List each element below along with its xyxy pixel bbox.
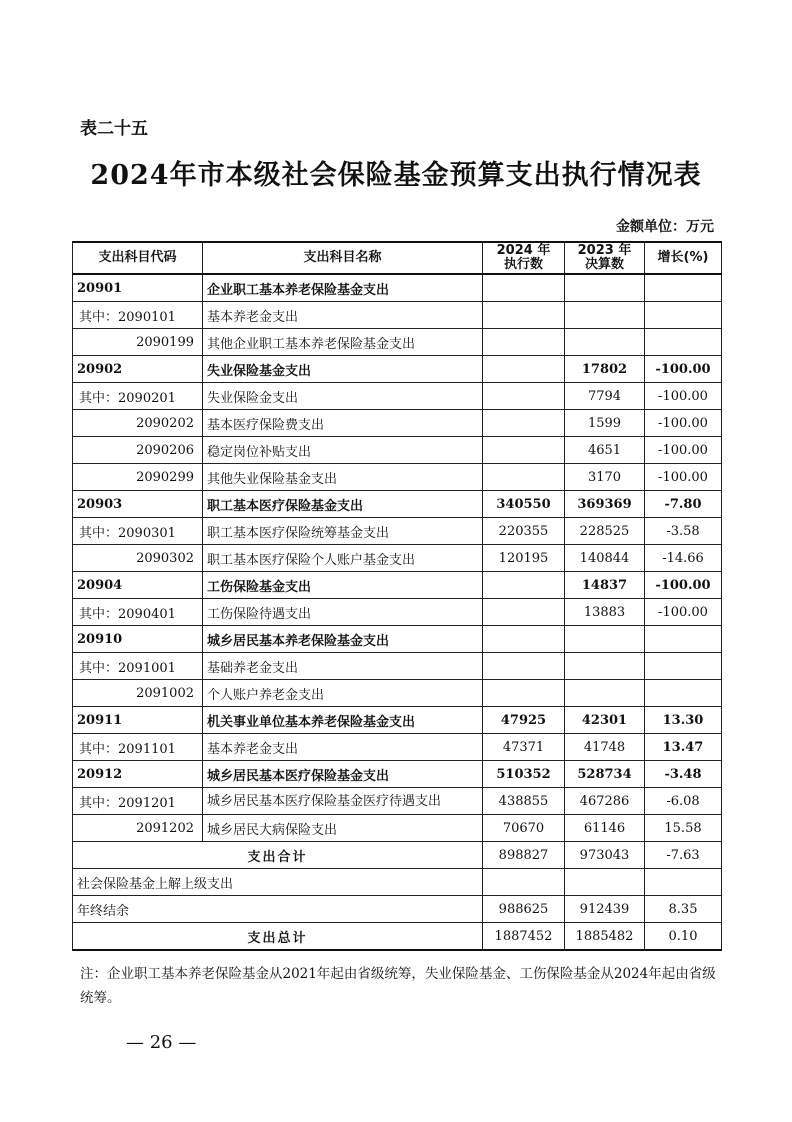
row-2024: 47371 — [483, 734, 565, 761]
row-code: 20912 — [73, 761, 203, 788]
row-name: 职工基本医疗保险个人账户基金支出 — [203, 545, 483, 572]
table-header-row — [73, 242, 722, 274]
row-2023 — [565, 680, 645, 707]
total-label: 支出总计 — [73, 923, 483, 951]
row-2023: 140844 — [565, 545, 645, 572]
row-2024: 70670 — [483, 815, 565, 842]
row-code: 20902 — [73, 356, 203, 383]
row-growth: -100.00 — [645, 599, 722, 626]
row-2024: 438855 — [483, 788, 565, 815]
row-growth: -3.58 — [645, 518, 722, 545]
row-code: 2091202 — [73, 815, 203, 842]
col-header-2024: 2024 年 执行数 — [483, 242, 565, 274]
row-code: 20911 — [73, 707, 203, 734]
total-2023: 1885482 — [565, 923, 645, 951]
row-growth: -7.80 — [645, 491, 722, 518]
row-name: 失业保险基金支出 — [203, 356, 483, 383]
row-2024 — [483, 572, 565, 599]
table-row — [73, 572, 722, 599]
row-code: 20904 — [73, 572, 203, 599]
row-name: 企业职工基本养老保险基金支出 — [203, 274, 483, 302]
row-name: 基本养老金支出 — [203, 302, 483, 329]
row-2023: 41748 — [565, 734, 645, 761]
row-name: 城乡居民大病保险支出 — [203, 815, 483, 842]
subtotal-row — [73, 842, 722, 869]
row-growth — [645, 869, 722, 896]
row-2023: 17802 — [565, 356, 645, 383]
row-growth: -6.08 — [645, 788, 722, 815]
row-name: 城乡居民基本养老保险基金支出 — [203, 626, 483, 653]
table-row — [73, 707, 722, 734]
row-name: 失业保险金支出 — [203, 383, 483, 410]
row-name: 工伤保险待遇支出 — [203, 599, 483, 626]
row-name: 职工基本医疗保险基金支出 — [203, 491, 483, 518]
table-row — [73, 518, 722, 545]
row-code: 2090202 — [73, 410, 203, 437]
col-header-code: 支出科目代码 — [73, 242, 203, 274]
row-growth — [645, 274, 722, 302]
table-row — [73, 761, 722, 788]
row-2024 — [483, 410, 565, 437]
table-row — [73, 545, 722, 572]
row-growth: -100.00 — [645, 572, 722, 599]
row-2024 — [483, 302, 565, 329]
page-number: — 26 — — [126, 1032, 197, 1053]
row-growth: -100.00 — [645, 356, 722, 383]
row-code: 其中：2091101 — [73, 734, 203, 761]
table-row — [73, 383, 722, 410]
total-2024: 1887452 — [483, 923, 565, 951]
row-2024: 47925 — [483, 707, 565, 734]
col-header-name: 支出科目名称 — [203, 242, 483, 274]
row-2024 — [483, 329, 565, 356]
row-name: 社会保险基金上解上级支出 — [73, 869, 483, 896]
row-code: 其中：2091201 — [73, 788, 203, 815]
row-2023 — [565, 302, 645, 329]
row-2024: 510352 — [483, 761, 565, 788]
subtotal-label: 支出合计 — [73, 842, 483, 869]
row-name: 机关事业单位基本养老保险基金支出 — [203, 707, 483, 734]
table-label: 表二十五 — [80, 119, 148, 139]
row-2024 — [483, 437, 565, 464]
row-2023 — [565, 653, 645, 680]
row-2023: 467286 — [565, 788, 645, 815]
row-code: 其中：2090201 — [73, 383, 203, 410]
table-row — [73, 599, 722, 626]
table-row — [73, 896, 722, 923]
row-2023: 42301 — [565, 707, 645, 734]
row-code: 其中：2090101 — [73, 302, 203, 329]
row-growth: -14.66 — [645, 545, 722, 572]
row-code: 其中：2091001 — [73, 653, 203, 680]
row-name: 基础养老金支出 — [203, 653, 483, 680]
row-code: 20901 — [73, 274, 203, 302]
row-name: 稳定岗位补贴支出 — [203, 437, 483, 464]
row-2023: 13883 — [565, 599, 645, 626]
row-2023: 3170 — [565, 464, 645, 491]
row-2023: 4651 — [565, 437, 645, 464]
table-row — [73, 329, 722, 356]
row-2024: 988625 — [483, 896, 565, 923]
row-growth — [645, 653, 722, 680]
row-2023 — [565, 274, 645, 302]
expenditure-table — [72, 241, 722, 951]
table-row — [73, 653, 722, 680]
row-name: 职工基本医疗保险统筹基金支出 — [203, 518, 483, 545]
row-code: 2090199 — [73, 329, 203, 356]
row-name: 其他企业职工基本养老保险基金支出 — [203, 329, 483, 356]
row-2024 — [483, 464, 565, 491]
row-growth: -100.00 — [645, 410, 722, 437]
row-growth: 13.30 — [645, 707, 722, 734]
row-code: 2090302 — [73, 545, 203, 572]
row-name: 工伤保险基金支出 — [203, 572, 483, 599]
row-2023: 1599 — [565, 410, 645, 437]
table-row — [73, 302, 722, 329]
row-growth: 15.58 — [645, 815, 722, 842]
col-header-growth: 增长(%) — [645, 242, 722, 274]
row-2023: 61146 — [565, 815, 645, 842]
row-2024 — [483, 356, 565, 383]
unit-label: 金额单位：万元 — [616, 219, 714, 235]
row-growth: -100.00 — [645, 464, 722, 491]
row-growth: -100.00 — [645, 437, 722, 464]
table-row — [73, 356, 722, 383]
row-2023: 14837 — [565, 572, 645, 599]
subtotal-2023: 973043 — [565, 842, 645, 869]
row-growth — [645, 302, 722, 329]
table-row — [73, 869, 722, 896]
row-2023: 369369 — [565, 491, 645, 518]
row-2024: 220355 — [483, 518, 565, 545]
row-growth: 8.35 — [645, 896, 722, 923]
row-2023: 912439 — [565, 896, 645, 923]
table-row — [73, 437, 722, 464]
total-growth: 0.10 — [645, 923, 722, 951]
page-title: 2024年市本级社会保险基金预算支出执行情况表 — [90, 160, 702, 191]
row-code: 2091002 — [73, 680, 203, 707]
table-row — [73, 788, 722, 815]
row-code: 其中：2090301 — [73, 518, 203, 545]
col-header-2023: 2023 年 决算数 — [565, 242, 645, 274]
row-2024 — [483, 274, 565, 302]
footnote: 注：企业职工基本养老保险基金从2021年起由省级统筹，失业保险基金、工伤保险基金从2024年起由省级统筹。 — [80, 966, 716, 1006]
total-row — [73, 923, 722, 951]
table-row — [73, 626, 722, 653]
row-2024 — [483, 680, 565, 707]
row-2023 — [565, 329, 645, 356]
row-code: 20910 — [73, 626, 203, 653]
row-2023 — [565, 626, 645, 653]
row-growth: -100.00 — [645, 383, 722, 410]
row-growth — [645, 680, 722, 707]
row-2024: 120195 — [483, 545, 565, 572]
row-growth — [645, 626, 722, 653]
row-2023: 7794 — [565, 383, 645, 410]
row-code: 2090299 — [73, 464, 203, 491]
row-code: 20903 — [73, 491, 203, 518]
row-name: 基本养老金支出 — [203, 734, 483, 761]
row-2023: 528734 — [565, 761, 645, 788]
row-2023 — [565, 869, 645, 896]
row-code: 2090206 — [73, 437, 203, 464]
row-2024 — [483, 653, 565, 680]
row-name: 个人账户养老金支出 — [203, 680, 483, 707]
row-2024 — [483, 599, 565, 626]
row-2024 — [483, 869, 565, 896]
row-growth: -3.48 — [645, 761, 722, 788]
row-2024 — [483, 383, 565, 410]
row-name: 城乡居民基本医疗保险基金支出 — [203, 761, 483, 788]
table-row — [73, 464, 722, 491]
row-2024: 340550 — [483, 491, 565, 518]
row-name: 城乡居民基本医疗保险基金医疗待遇支出 — [203, 788, 483, 815]
table-row — [73, 680, 722, 707]
row-2024 — [483, 626, 565, 653]
row-code: 其中：2090401 — [73, 599, 203, 626]
row-name: 年终结余 — [73, 896, 483, 923]
table-row — [73, 274, 722, 302]
table-row — [73, 491, 722, 518]
subtotal-2024: 898827 — [483, 842, 565, 869]
table-row — [73, 815, 722, 842]
table-row — [73, 410, 722, 437]
row-2023: 228525 — [565, 518, 645, 545]
row-name: 基本医疗保险费支出 — [203, 410, 483, 437]
subtotal-growth: -7.63 — [645, 842, 722, 869]
row-name: 其他失业保险基金支出 — [203, 464, 483, 491]
row-growth — [645, 329, 722, 356]
row-growth: 13.47 — [645, 734, 722, 761]
table-row — [73, 734, 722, 761]
